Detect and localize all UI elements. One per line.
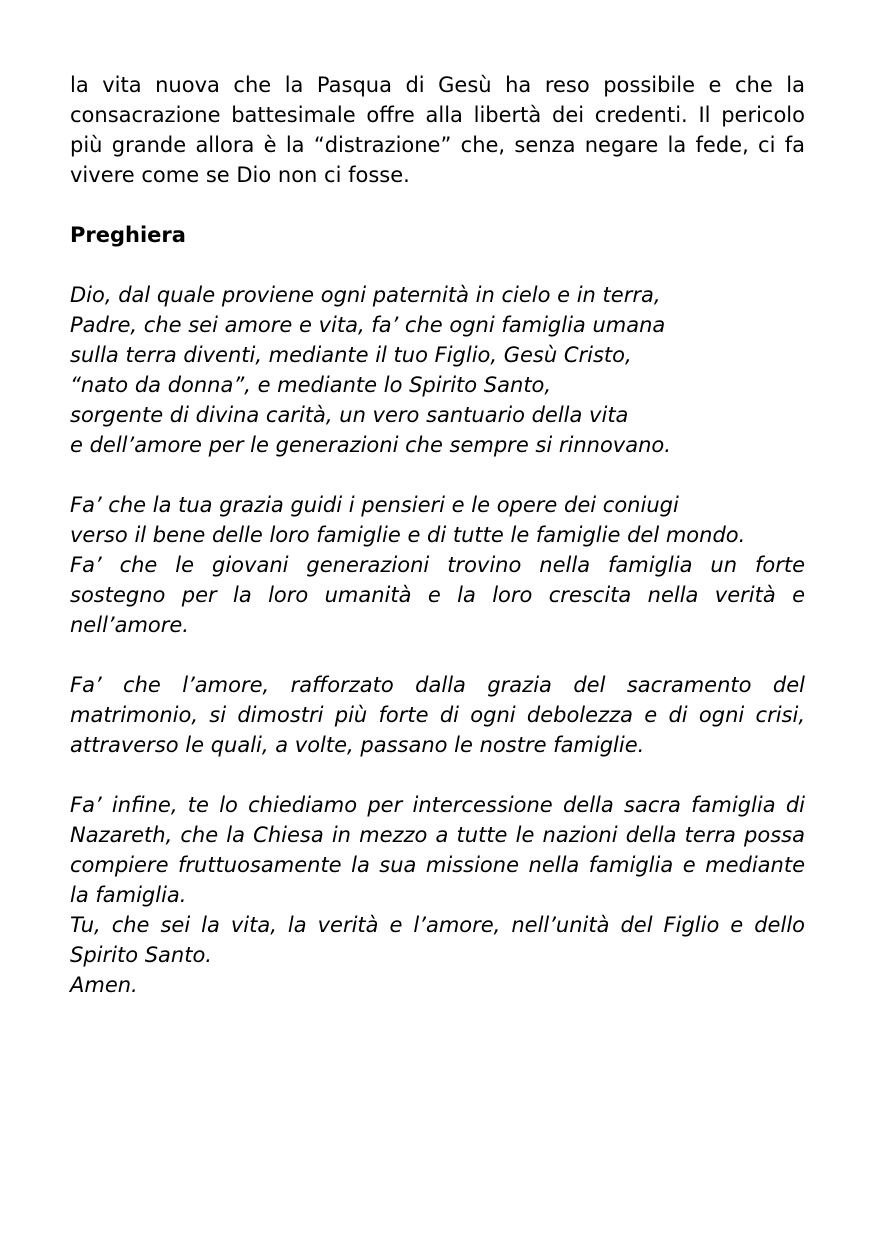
intro-line: consacrazione battesimale offre alla libertà dei credenti. Il pericolo	[70, 103, 805, 127]
prayer-line: la famiglia.	[70, 883, 187, 907]
prayer-line: verso il bene delle loro famiglie e di tutte le famiglie del mondo.	[70, 523, 746, 547]
prayer-line: matrimonio, si dimostri più forte di ogni debolezza e di ogni crisi,	[70, 703, 805, 727]
prayer-line: sostegno per la loro umanità e la loro crescita nella verità e	[70, 583, 805, 607]
prayer-line: Padre, che sei amore e vita, fa’ che ogni famiglia umana	[70, 313, 666, 337]
prayer-line: Amen.	[70, 973, 138, 997]
prayer-line: attraverso le quali, a volte, passano le nostre famiglie.	[70, 733, 645, 757]
prayer-stanza-2	[70, 490, 805, 640]
prayer-stanza-4	[70, 790, 805, 1000]
prayer-line: “nato da donna”, e mediante lo Spirito Santo,	[70, 373, 552, 397]
prayer-heading: Preghiera	[70, 223, 186, 247]
prayer-line: Tu, che sei la vita, la verità e l’amore, nell’unità del Figlio e dello	[70, 913, 805, 937]
prayer-line: sulla terra diventi, mediante il tuo Figlio, Gesù Cristo,	[70, 343, 632, 367]
prayer-line: Fa’ che la tua grazia guidi i pensieri e le opere dei coniugi	[70, 493, 679, 517]
prayer-line: nell’amore.	[70, 613, 189, 637]
prayer-line: Dio, dal quale proviene ogni paternità in cielo e in terra,	[70, 283, 661, 307]
prayer-line: e dell’amore per le generazioni che sempre si rinnovano.	[70, 433, 671, 457]
prayer-line: Fa’ che le giovani generazioni trovino nella famiglia un forte	[70, 553, 805, 577]
prayer-line: Spirito Santo.	[70, 943, 212, 967]
prayer-line: Fa’ che l’amore, rafforzato dalla grazia del sacramento del	[70, 673, 805, 697]
intro-paragraph	[70, 70, 805, 190]
document-page	[70, 70, 805, 1030]
prayer-stanza-3	[70, 670, 805, 760]
prayer-line: Fa’ infine, te lo chiediamo per intercessione della sacra famiglia di	[70, 793, 805, 817]
prayer-line: compiere fruttuosamente la sua missione nella famiglia e mediante	[70, 853, 805, 877]
prayer-line: sorgente di divina carità, un vero santuario della vita	[70, 403, 629, 427]
prayer-line: Nazareth, che la Chiesa in mezzo a tutte le nazioni della terra possa	[70, 823, 805, 847]
intro-line: vivere come se Dio non ci fosse.	[70, 163, 410, 187]
intro-line: più grande allora è la “distrazione” che, senza negare la fede, ci fa	[70, 133, 805, 157]
prayer-stanza-1	[70, 280, 805, 460]
intro-line: la vita nuova che la Pasqua di Gesù ha reso possibile e che la	[70, 73, 805, 97]
